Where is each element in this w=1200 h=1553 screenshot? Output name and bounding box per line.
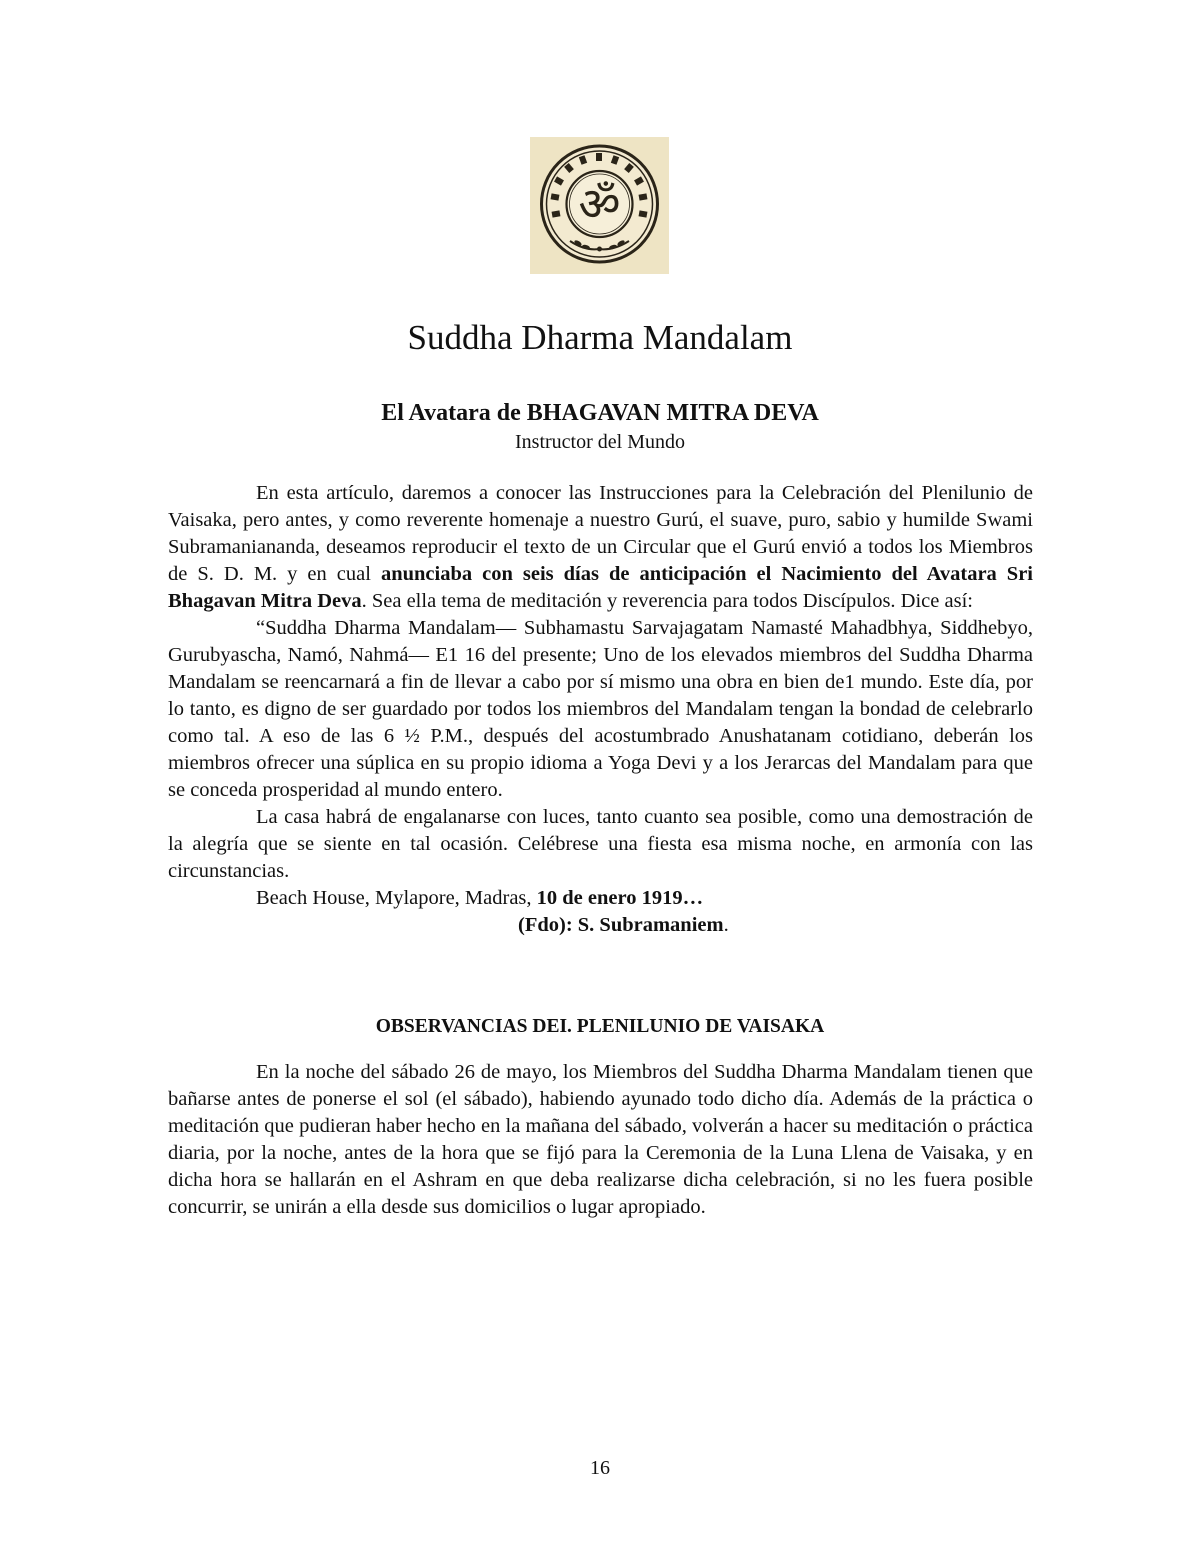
- article-body: [168, 480, 1033, 939]
- section-heading: OBSERVANCIAS DEI. PLENILUNIO DE VAISAKA: [375, 1016, 825, 1037]
- bold-announcement: anunciaba con seis días de anticipación el Nacimiento del Avatara Sri Bhagavan Mitra Deva: [168, 563, 1034, 612]
- page-title: Suddha Dharma Mandalam: [407, 318, 793, 357]
- date: 10 de enero 1919…: [536, 887, 704, 909]
- paragraph-celebration: La casa habrá de engalanarse con luces, tanto cuanto sea posible, como una demostración de la alegría que se siente en tal ocasión. Celébrese una fiesta esa misma noche, en armonía con las circunstancias.: [168, 806, 1033, 882]
- signature-line: (Fdo): S. Subramaniem.: [518, 914, 729, 936]
- paragraph-circular: “Suddha Dharma Mandalam— Subhamastu Sarvajagatam Namasté Mahadbhya, Siddhebyo, Gurubyascha, Namó, Nahmá— E1 16 del presente; Uno de los elevados miembros del Suddha Dharma Mandalam se reencarnará a fin de llevar a cabo por sí mismo una obra en bien de1 mundo. Este día, por lo tanto, es digno de ser guardado por todos los miembros del Mandalam tengan la bondad de celebrarlo como tal. A eso de las 6 ½ P.M., después del acostumbrado Anushatanam cotidiano, deberán los miembros ofrecer una súplica en su propio idioma a Yoga Devi y a los Jerarcas del Mandalam para que se conceda prosperidad al mundo entero.: [168, 617, 1033, 801]
- signature: (Fdo): S. Subramaniem: [518, 914, 724, 936]
- paragraph-observances: En la noche del sábado 26 de mayo, los Miembros del Suddha Dharma Mandalam tienen que bañarse antes de ponerse el sol (el sábado), habiendo ayunado todo dicho día. Además de la práctica o meditación que pudieran haber hecho en la mañana del sábado, volverán a hacer su meditación o práctica diaria, por la noche, antes de la hora que se fijó para la Ceremonia de la Luna Llena de Vaisaka, y en dicha hora se hallarán en el Ashram en que deba realizarse dicha celebración, si no les fuera posible concurrir, se unirán a ella desde sus domicilios o lugar apropiado.: [168, 1061, 1033, 1218]
- page-number: 16: [590, 1457, 610, 1479]
- section-body: [168, 1059, 1033, 1221]
- om-seal-icon: [530, 137, 669, 274]
- article-subtitle: Instructor del Mundo: [515, 431, 685, 453]
- svg-text:ॐ: ॐ: [578, 177, 621, 231]
- article-title: El Avatara de BHAGAVAN MITRA DEVA: [381, 400, 819, 426]
- paragraph-intro: En esta artículo, daremos a conocer las Instrucciones para la Celebración del Plenilunio de Vaisaka, pero antes, y como reverente homenaje a nuestro Gurú, el suave, puro, sabio y humilde Swami Subramaniananda, deseamos reproducir el texto de un Circular que el Gurú envió a todos los Miembros de S. D. M. y en cual anunciaba con seis días de anticipación el Nacimiento del Avatara Sri Bhagavan Mitra Deva. Sea ella tema de meditación y reverencia para todos Discípulos. Dice así:: [168, 482, 1034, 612]
- place-date-line: Beach House, Mylapore, Madras, 10 de enero 1919…: [256, 887, 704, 909]
